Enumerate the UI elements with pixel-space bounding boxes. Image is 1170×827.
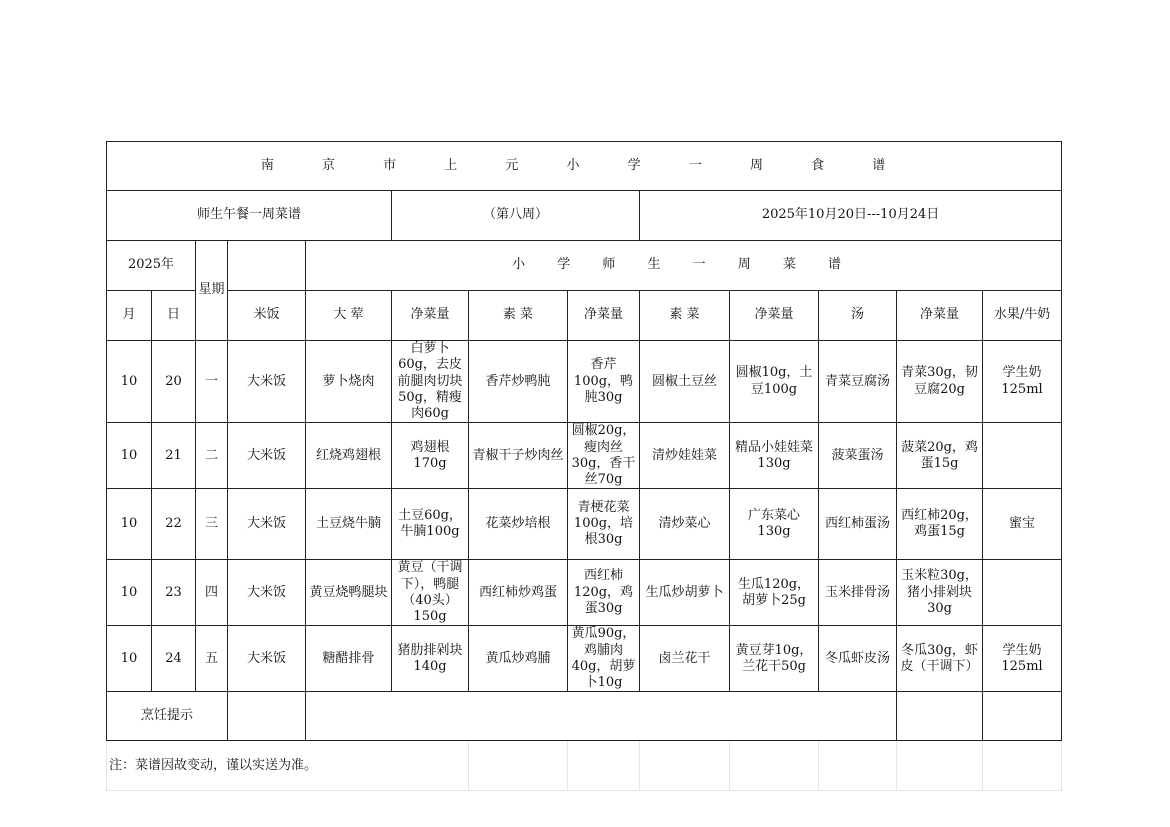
cell-veg2: 清炒娃娃菜	[640, 423, 730, 489]
cell-veg1: 西红柿炒鸡蛋	[469, 560, 568, 626]
blank-cell	[730, 741, 819, 791]
menu-subtitle: 师生午餐一周菜谱	[107, 191, 392, 241]
cell-month: 10	[107, 560, 152, 626]
blank-cell	[228, 692, 306, 741]
cell-month: 10	[107, 626, 152, 692]
main-header: 小 学 师 生 一 周 菜 谱	[306, 241, 1062, 291]
menu-table	[106, 141, 1062, 791]
cell-soup-qty: 青菜30g，韧豆腐20g	[897, 341, 983, 423]
header-qty: 净菜量	[730, 291, 819, 341]
header-qty: 净菜量	[568, 291, 640, 341]
blank-cell	[983, 741, 1062, 791]
cell-veg2: 卤兰花干	[640, 626, 730, 692]
cell-veg1: 青椒干子炒肉丝	[469, 423, 568, 489]
weekday-header: 星期	[196, 241, 228, 341]
table-row	[107, 341, 1062, 423]
footnote: 注：菜谱因故变动，谨以实送为准。	[107, 741, 469, 791]
cell-meat-qty: 鸡翅根170g	[392, 423, 469, 489]
table-row	[107, 489, 1062, 560]
cell-weekday: 五	[196, 626, 228, 692]
cell-rice: 大米饭	[228, 489, 306, 560]
cell-month: 10	[107, 423, 152, 489]
week-label: （第八周）	[392, 191, 640, 241]
cell-weekday: 一	[196, 341, 228, 423]
cell-veg1: 花菜炒培根	[469, 489, 568, 560]
blank-cell	[897, 692, 983, 741]
cell-rice: 大米饭	[228, 341, 306, 423]
cell-soup-qty: 冬瓜30g，虾皮（干调下）	[897, 626, 983, 692]
cooking-tips-row	[107, 692, 1062, 741]
cell-veg2-qty: 圆椒10g，土豆100g	[730, 341, 819, 423]
cell-veg2-qty: 黄豆芽10g，兰花干50g	[730, 626, 819, 692]
table-row	[107, 626, 1062, 692]
blank-cell	[568, 741, 640, 791]
blank-cell	[469, 741, 568, 791]
cell-meat-qty: 土豆60g，牛腩100g	[392, 489, 469, 560]
cell-veg1-qty: 圆椒20g，瘦肉丝30g，香干丝70g	[568, 423, 640, 489]
cell-day: 23	[152, 560, 196, 626]
cell-meat: 黄豆烧鸭腿块	[306, 560, 392, 626]
cell-day: 20	[152, 341, 196, 423]
cell-month: 10	[107, 489, 152, 560]
cell-meat-qty: 黄豆（干调下），鸭腿（40头）150g	[392, 560, 469, 626]
cell-veg1-qty: 西红柿120g，鸡蛋30g	[568, 560, 640, 626]
cell-soup-qty: 西红柿20g，鸡蛋15g	[897, 489, 983, 560]
cell-meat-qty: 猪肋排剁块140g	[392, 626, 469, 692]
date-range: 2025年10月20日---10月24日	[640, 191, 1062, 241]
cell-meat: 糖醋排骨	[306, 626, 392, 692]
cell-soup: 西红柿蛋汤	[819, 489, 897, 560]
cell-soup: 青菜豆腐汤	[819, 341, 897, 423]
cell-soup: 冬瓜虾皮汤	[819, 626, 897, 692]
cell-meat-qty: 白萝卜60g，去皮前腿肉切块50g，精瘦肉60g	[392, 341, 469, 423]
cell-soup-qty: 菠菜20g，鸡蛋15g	[897, 423, 983, 489]
cell-weekday: 三	[196, 489, 228, 560]
cell-fruit: 蜜宝	[983, 489, 1062, 560]
cell-veg1: 香芹炒鸭肫	[469, 341, 568, 423]
header-day: 日	[152, 291, 196, 341]
year-label: 2025年	[107, 241, 196, 291]
cell-day: 21	[152, 423, 196, 489]
cell-meat: 土豆烧牛腩	[306, 489, 392, 560]
cell-fruit: 学生奶 125ml	[983, 626, 1062, 692]
cell-veg2-qty: 生瓜120g，胡萝卜25g	[730, 560, 819, 626]
page-title: 南 京 市 上 元 小 学 一 周 食 谱	[107, 142, 1062, 191]
blank-cell	[640, 741, 730, 791]
cell-fruit: 学生奶125ml	[983, 341, 1062, 423]
cooking-tips-label: 烹饪提示	[107, 692, 228, 741]
cell-veg2-qty: 广东菜心130g	[730, 489, 819, 560]
cell-soup: 玉米排骨汤	[819, 560, 897, 626]
cell-soup-qty: 玉米粒30g，猪小排剁块30g	[897, 560, 983, 626]
cell-fruit	[983, 423, 1062, 489]
cell-rice: 大米饭	[228, 560, 306, 626]
cell-veg2: 生瓜炒胡萝卜	[640, 560, 730, 626]
header-soup: 汤	[819, 291, 897, 341]
cell-veg2: 清炒菜心	[640, 489, 730, 560]
cell-veg1-qty: 青梗花菜100g，培根30g	[568, 489, 640, 560]
note-row	[107, 741, 1062, 791]
cell-day: 24	[152, 626, 196, 692]
cell-rice: 大米饭	[228, 626, 306, 692]
cell-soup: 菠菜蛋汤	[819, 423, 897, 489]
table-row	[107, 560, 1062, 626]
blank-cell	[819, 741, 897, 791]
blank-cell	[228, 241, 306, 291]
table-row	[107, 423, 1062, 489]
cell-meat: 萝卜烧肉	[306, 341, 392, 423]
cell-meat: 红烧鸡翅根	[306, 423, 392, 489]
cell-veg1-qty: 黄瓜90g，鸡脯肉40g，胡萝卜10g	[568, 626, 640, 692]
cell-fruit	[983, 560, 1062, 626]
column-headers	[107, 291, 1062, 341]
header-veg: 素 菜	[469, 291, 568, 341]
cell-weekday: 二	[196, 423, 228, 489]
header-month: 月	[107, 291, 152, 341]
header-rice: 米饭	[228, 291, 306, 341]
cell-weekday: 四	[196, 560, 228, 626]
blank-cell	[983, 692, 1062, 741]
header-qty: 净菜量	[897, 291, 983, 341]
cell-veg1: 黄瓜炒鸡脯	[469, 626, 568, 692]
cell-veg2-qty: 精品小娃娃菜130g	[730, 423, 819, 489]
cell-month: 10	[107, 341, 152, 423]
cell-day: 22	[152, 489, 196, 560]
header-veg: 素 菜	[640, 291, 730, 341]
cooking-tips-content	[306, 692, 897, 741]
header-fruit: 水果/牛奶	[983, 291, 1062, 341]
cell-veg1-qty: 香芹100g，鸭肫30g	[568, 341, 640, 423]
header-qty: 净菜量	[392, 291, 469, 341]
cell-veg2: 圆椒土豆丝	[640, 341, 730, 423]
header-meat: 大 荤	[306, 291, 392, 341]
cell-rice: 大米饭	[228, 423, 306, 489]
blank-cell	[897, 741, 983, 791]
